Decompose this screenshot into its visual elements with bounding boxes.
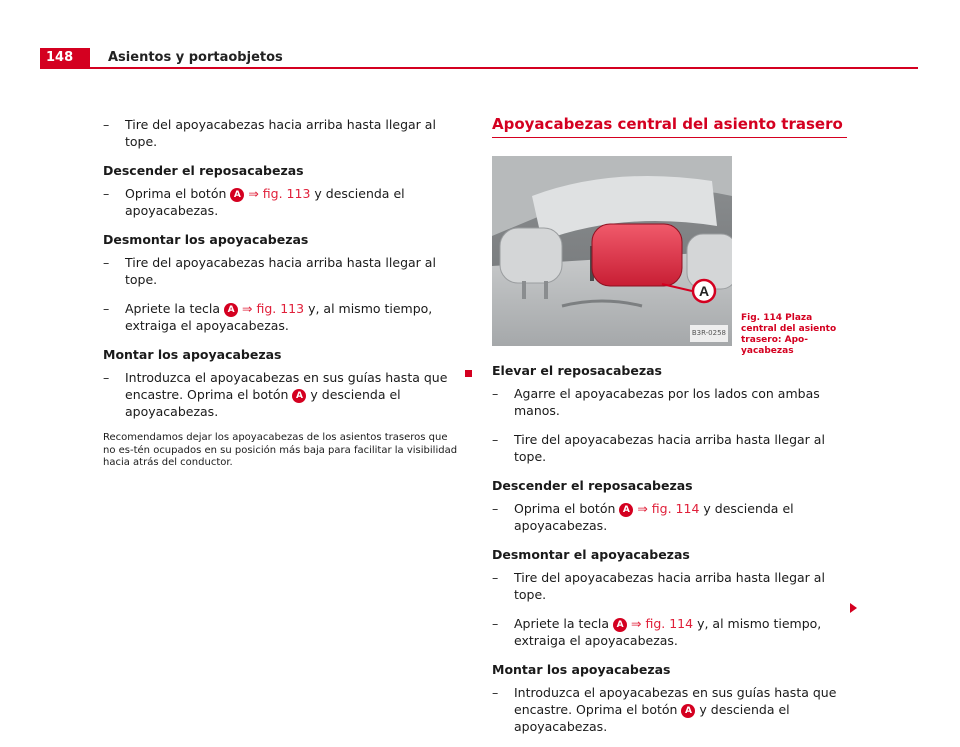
list-item: – Apriete la tecla A ⇒ fig. 113 y, al mismo tiempo, extraiga el apoyacabezas.	[103, 301, 433, 333]
dash-bullet: –	[492, 501, 499, 516]
rear-seat-headrest-illustration	[492, 156, 732, 346]
section-title: Apoyacabezas central del asiento trasero	[492, 116, 847, 138]
page-number: 148	[40, 48, 90, 68]
left-column	[103, 116, 463, 470]
button-a-badge: A	[230, 188, 244, 202]
dash-bullet: –	[103, 301, 110, 316]
button-a-badge: A	[681, 704, 695, 718]
list-item: – Tire del apoyacabezas hacia arriba hasta llegar al tope.	[492, 432, 825, 464]
button-a-badge: A	[619, 503, 633, 517]
section-heading: Desmontar los apoyacabezas	[103, 232, 309, 247]
section-heading: Desmontar el apoyacabezas	[492, 547, 690, 562]
section-heading: Montar los apoyacabezas	[103, 347, 282, 362]
figure-link[interactable]: ⇒ fig. 113	[242, 301, 305, 316]
list-item: – Agarre el apoyacabezas por los lados con ambas manos.	[492, 386, 820, 418]
marker-a-label	[693, 280, 715, 302]
right-body	[492, 362, 848, 735]
marker-a-text: A	[698, 283, 710, 299]
figure-caption: Fig. 114 Plaza central del asiento trasero: Apo-yacabezas	[741, 313, 837, 356]
dash-bullet: –	[492, 570, 499, 585]
dash-bullet: –	[492, 616, 499, 631]
section-heading: Descender el reposacabezas	[492, 478, 693, 493]
page-header	[40, 42, 918, 69]
list-item: – Apriete la tecla A ⇒ fig. 114 y, al mismo tiempo, extraiga el apoyacabezas.	[492, 616, 822, 648]
figure-link[interactable]: ⇒ fig. 113	[248, 186, 311, 201]
figure-code: B3R-0258	[690, 325, 728, 342]
list-item: – Introduzca el apoyacabezas en sus guías hasta que encastre. Oprima el botón A y descienda el apoyacabezas.	[103, 370, 448, 419]
dash-bullet: –	[103, 255, 110, 270]
list-item: – Tire del apoyacabezas hacia arriba hasta llegar al tope.	[492, 570, 825, 602]
right-column	[492, 116, 848, 747]
list-item: – Tire del apoyacabezas hacia arriba hasta llegar al tope.	[103, 117, 436, 149]
chapter-title: Asientos y portaobjetos	[108, 50, 283, 65]
dash-bullet: –	[492, 685, 499, 700]
section-heading: Montar los apoyacabezas	[492, 662, 671, 677]
figure-link[interactable]: ⇒ fig. 114	[631, 616, 694, 631]
section-heading: Elevar el reposacabezas	[492, 363, 662, 378]
list-item: – Tire del apoyacabezas hacia arriba hasta llegar al tope.	[103, 255, 436, 287]
figure-link[interactable]: ⇒ fig. 114	[637, 501, 700, 516]
dash-bullet: –	[492, 432, 499, 447]
list-item: – Introduzca el apoyacabezas en sus guías hasta que encastre. Oprima el botón A y descienda el apoyacabezas.	[492, 685, 837, 734]
list-item: – Oprima el botón A ⇒ fig. 113 y descienda el apoyacabezas.	[103, 186, 405, 218]
continue-arrow-icon	[850, 603, 857, 613]
button-a-badge: A	[292, 389, 306, 403]
dash-bullet: –	[103, 186, 110, 201]
section-end-marker	[465, 370, 472, 377]
dash-bullet: –	[492, 386, 499, 401]
dash-bullet: –	[103, 117, 110, 132]
button-a-badge: A	[224, 303, 238, 317]
dash-bullet: –	[103, 370, 110, 385]
list-item: – Oprima el botón A ⇒ fig. 114 y descienda el apoyacabezas.	[492, 501, 794, 533]
note-text: Recomendamos dejar los apoyacabezas de los asientos traseros que no es-tén ocupados en su posición más baja para facilitar la visibilidad hacia atrás del conductor.	[103, 432, 458, 468]
figure-114	[492, 156, 837, 356]
section-heading: Descender el reposacabezas	[103, 163, 304, 178]
button-a-badge: A	[613, 618, 627, 632]
